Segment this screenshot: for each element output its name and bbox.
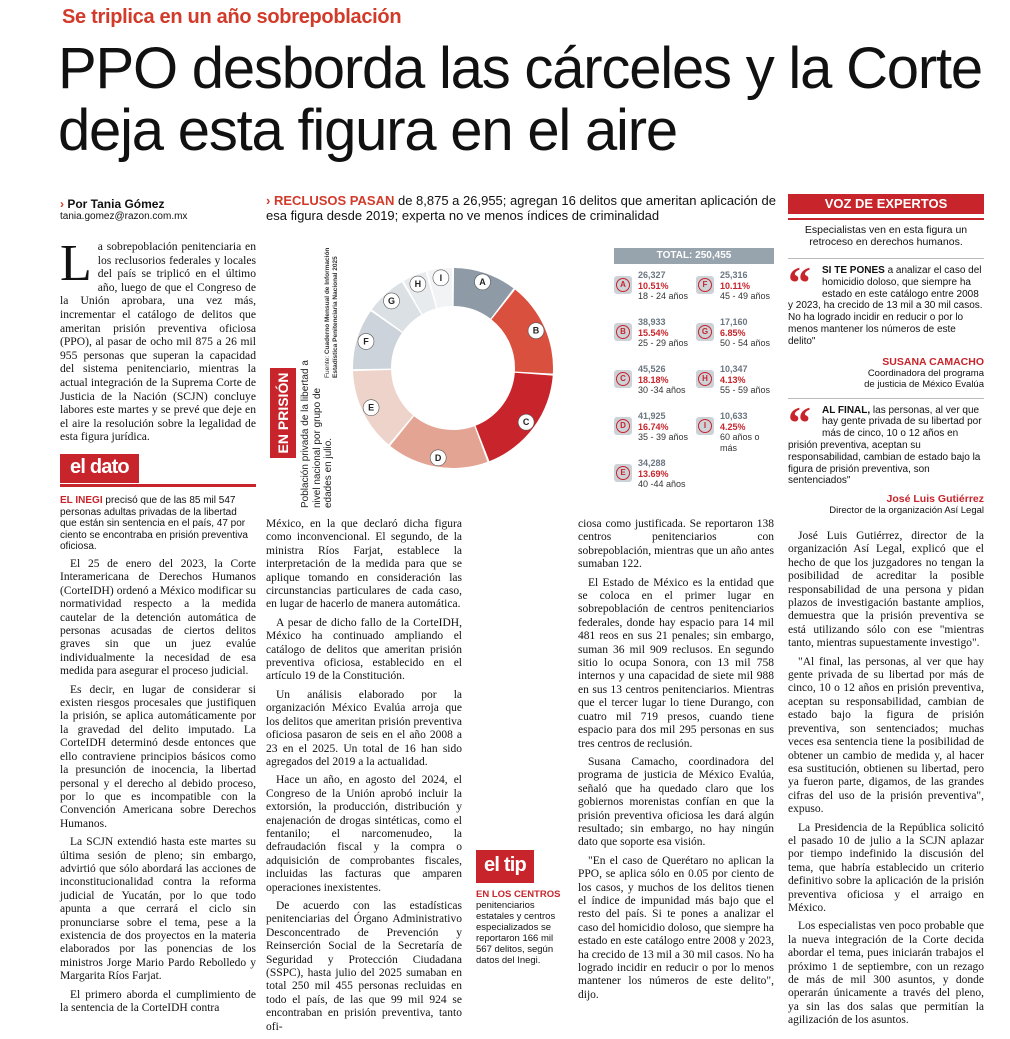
legend-percent: 6.85%	[720, 327, 746, 338]
col3-paragraph: ciosa como justificada. Se reportaron 138 centros penitenciarios con sobrepoblación, mientras que un año antes sumaban 122.	[578, 518, 774, 571]
author: Por Tania Gómez	[67, 197, 165, 211]
el-tip-body: penitenciarios estatales y centros especializados se reportaron 166 mil 567 delitos, según datos del Inegi.	[476, 900, 556, 966]
col1-paragraph: El 25 de enero del 2023, la Corte Interamericana de Derechos Humanos (CorteIDH) ordenó a México modificar su normatividad respecto a la medida cautelar de la detención automática de personas acusadas de ciertos delitos graves sin que un juez evalúe individualmente la necesidad de esa medida para asegurar el proceso judicial.	[60, 558, 256, 678]
expertos-tag: VOZ DE EXPERTOS	[788, 194, 984, 214]
quote-2-lead: AL FINAL,	[822, 404, 871, 416]
legend-age: 60 años o más	[720, 432, 760, 453]
quote-1-text	[788, 257, 984, 348]
col2-paragraph: Un análisis elaborado por la organización México Evalúa arroja que los delitos que ameritan prisión preventiva oficiosa pasaron de seis en el año 2008 a 23 en el 2025. Un total de 16 han sido agregados del 2019 a la actualidad.	[266, 688, 462, 768]
legend-item-h	[720, 364, 776, 396]
legend-percent: 10.11%	[720, 280, 751, 291]
donut-label-i: I	[439, 272, 443, 283]
quote-1-role: Coordinadora del programa de justicia de México Evalúa	[864, 367, 984, 390]
legend-age: 30 -34 años	[638, 385, 686, 395]
quote-1	[788, 258, 984, 390]
legend-letter: F	[698, 278, 712, 292]
col3-paragraph: Susana Camacho, coordinadora del programa de justicia de México Evalúa, señaló que ha quedado claro que los gobiernos morenistas confían en que la prisión preventiva oficiosa les dará algún resultado; sin embargo, no hay ningún dato que soporte esa visión.	[578, 755, 774, 849]
quote-2-role: Director de la organización Así Legal	[829, 505, 984, 517]
legend-count: 10,347	[720, 364, 748, 374]
legend-age: 35 - 39 años	[638, 432, 689, 442]
subhead	[266, 193, 776, 223]
quote-2-text	[788, 396, 984, 488]
legend-marker-a	[614, 276, 632, 294]
chart-title: EN PRISIÓN	[275, 372, 291, 454]
intro-text: a sobrepoblación penitenciaria en los reclusorios federales y locales del país se triplicó en el último año, luego de que el Congreso de la Unión aprobara, una vez más, incrementar el catálogo de delitos que ameritan prisión preventiva oficiosa (PPO), al pasar de ocho mil 875 a 26 mil 955 personas que superan la capacidad del sistema penitenciario, mientras la actual integración de la Suprema Corte de Justicia de la Nación (SCJN) concluye labores este martes y se prevé que deje en el aire la resolución sobre la legalidad de esta figura jurídica.	[60, 240, 256, 444]
legend-count: 34,288	[638, 458, 666, 468]
col4-paragraph: La Presidencia de la República solicitó el pasado 10 de julio a la SCJN aplazar por tiempo indefinido la discusión del tema, que habría establecido un criterio definitivo sobre la aplicación de la prisión preventiva oficiosa y el arraigo en México.	[788, 821, 984, 914]
quote-2-name: José Luis Gutiérrez	[886, 493, 984, 506]
donut-label-a: A	[479, 276, 486, 287]
legend-count: 10,633	[720, 411, 748, 421]
subhead-text: de 8,875 a 26,955; agregan 16 delitos que ameritan aplicación de esa figura desde 2019; experta no ve menos índices de criminalidad	[266, 193, 776, 223]
legend-marker-b	[614, 323, 632, 341]
chart-title-tag	[270, 368, 296, 458]
chart-source-wrap	[324, 238, 346, 378]
donut-label-h: H	[414, 279, 422, 290]
col2-paragraph: México, en la que declaró dicha figura como inconvencional. El segundo, de la ministra Ríos Farjat, establece la interpretación de la medida para que se aplique tomando en consideración las circunstancias particulares de cada caso, en lugar de hacerlo de manera automática.	[266, 518, 462, 611]
col4-paragraph: José Luis Gutiérrez, director de la organización Así Legal, explicó que el hecho de que los juzgadores no tengan la posibilidad de acreditar la posible responsabilidad de una persona y pidan plazos de investigación bastante amplios, demuestra que la prisión preventiva se está utilizando sólo con ese "mientras tanto, mientras supuestamente investigo".	[788, 530, 984, 650]
expertos-header	[788, 194, 984, 220]
donut-label-c: C	[522, 417, 530, 428]
el-dato-tag: el dato	[60, 454, 139, 483]
el-tip-tag: el tip	[476, 850, 534, 883]
legend-count: 25,316	[720, 270, 748, 280]
legend-marker-g	[696, 323, 714, 341]
quote-mark-icon: “	[788, 396, 811, 448]
column-2	[266, 518, 462, 1039]
legend-marker-d	[614, 417, 632, 435]
col1-paragraph: La SCJN extendió hasta este martes su última sesión de pleno; sin embargo, advirtió que sólo abordará las acciones de inconstitucionalidad contra la reforma judicial de Yucatán, por lo que todo apunta a que cerrará el ciclo sin pronunciarse sobre el tema, pese a la existencia de dos proyectos en la materia elaborados por las ponencias de los ministros Jorge Mario Pardo Rebolledo y Margarita Ríos Farjat.	[60, 836, 256, 983]
legend-letter: E	[616, 466, 630, 480]
byline	[60, 197, 164, 211]
donut-slice-c	[476, 373, 553, 461]
column-4	[788, 530, 984, 1033]
el-dato-text	[60, 495, 256, 553]
legend-percent: 18.18%	[638, 374, 669, 385]
donut-label-d: D	[434, 452, 442, 463]
quote-1-name: SUSANA CAMACHO	[882, 355, 984, 368]
legend-letter: A	[616, 278, 630, 292]
legend-marker-f	[696, 276, 714, 294]
donut-label-b: B	[532, 325, 540, 336]
legend-percent: 4.13%	[720, 374, 746, 385]
legend-percent: 4.25%	[720, 421, 746, 432]
legend-count: 26,327	[638, 270, 666, 280]
legend-marker-h	[696, 370, 714, 388]
el-tip-lead: EN LOS CENTROS	[476, 889, 561, 900]
legend-age: 55 - 59 años	[720, 385, 771, 395]
byline-arrow: ›	[60, 197, 64, 211]
legend-count: 41,925	[638, 411, 666, 421]
legend-percent: 16.74%	[638, 421, 669, 432]
col1-paragraph: Es decir, en lugar de considerar si existen riesgos procesales que justifiquen la prisión, se aplica automáticamente por la gravedad del delito imputado. La CorteIDH determinó desde entonces que ello contraviene principios básicos como la presunción de inocencia, la libertad personal y el derecho al debido proceso, por lo que es incompatible con la Convención Americana sobre Derechos Humanos.	[60, 683, 256, 830]
legend-percent: 13.69%	[638, 468, 669, 479]
intro-paragraph	[60, 235, 256, 444]
legend-count: 38,933	[638, 317, 666, 327]
legend-count: 17,160	[720, 317, 748, 327]
el-dato-body: precisó que de las 85 mil 547 personas adultas privadas de la libertad que están sin sentencia en el país, 47 por ciento se encontraba en prisión preventiva oficiosa.	[60, 495, 248, 553]
col2-paragraph: A pesar de dicho fallo de la CorteIDH, México ha continuado ampliando el catálogo de delitos que ameritan prisión preventiva oficiosa, establecido en el artículo 19 de la Constitución.	[266, 616, 462, 683]
column-1	[60, 558, 256, 1020]
quote-1-body: a analizar el caso del homicidio doloso, que siempre ha estado en este catálogo entre 2008 y 2023, ha crecido de 13 mil a 30 mil casos. No ha logrado incidir en reducir o por lo menos mantener los números de este delito"	[788, 265, 983, 347]
subhead-arrow: ›	[266, 193, 271, 208]
legend-percent: 15.54%	[638, 327, 669, 338]
legend-item-f	[720, 270, 776, 302]
legend-letter: G	[698, 325, 712, 339]
legend-item-e	[638, 458, 694, 490]
subhead-lead: RECLUSOS PASAN	[273, 193, 395, 208]
legend-item-a	[638, 270, 694, 302]
quote-1-lead: SI TE PONES	[822, 265, 885, 276]
donut-chart	[348, 256, 558, 486]
chart-total: TOTAL: 250,455	[614, 248, 774, 264]
donut-label-e: E	[368, 402, 375, 413]
el-dato-header	[60, 454, 256, 487]
legend-marker-e	[614, 464, 632, 482]
col4-paragraph: Los especialistas ven poco probable que la nueva integración de la Corte decida abordar el tema, pues iniciarán trabajos el próximo 1 de septiembre, con un rezago de más de mil 300 asuntos, y donde operarán únicamente a través del pleno, ya sin las dos salas que permitían la agilización de los asuntos.	[788, 920, 984, 1027]
legend-marker-i	[696, 417, 714, 435]
headline: PPO desborda las cárceles y la Corte deja esta figura en el aire	[58, 36, 982, 163]
column-3	[578, 518, 774, 1007]
legend-marker-c	[614, 370, 632, 388]
expertos-box	[788, 194, 984, 516]
col3-paragraph: "En el caso de Querétaro no aplican la PPO, se aplica sólo en 0.05 por ciento de los casos, y muchos de los delitos tienen el índice de impunidad más bajo que el resto del país. Si te pones a analizar el caso del homicidio doloso, que siempre ha estado en este catálogo entre 2008 y 2023, ha crecido de 13 mil a 30 mil casos. No ha logrado incidir en reducir o por lo menos mantener los números de este delito", dijo.	[578, 854, 774, 1001]
col2-paragraph: De acuerdo con las estadísticas penitenciarias del Órgano Administrativo Desconcentrado de Prevención y Reinserción Social de la Secretaría de Seguridad y Protección Ciudadana (SSPC), hasta julio del 2025 sumaban en total 250 mil 455 personas recluidas en todo el país, de las que 99 mil 924 se encontraban en prisión preventiva, tanto ofi-	[266, 899, 462, 1033]
legend-item-d	[638, 411, 694, 443]
chart-area	[266, 238, 776, 508]
quote-mark-icon: “	[788, 257, 811, 308]
col1-paragraph: El primero aborda el cumplimiento de la sentencia de la CorteIDH contra	[60, 988, 256, 1014]
kicker: Se triplica en un año sobrepoblación	[62, 6, 402, 28]
donut-label-f: F	[363, 336, 369, 347]
legend-letter: B	[616, 325, 630, 339]
legend-age: 50 - 54 años	[720, 338, 771, 348]
col3-paragraph: El Estado de México es la entidad que se coloca en el primer lugar en sobrepoblación de centros penitenciarios federales, donde hay espacio para 14 mil 481 reos en sus 21 penales; sin embargo, suman 36 mil 909 reclusos. En segundo sitio lo ocupa Sonora, con 13 mil 758 internos y una capacidad de siete mil 988 en sus 13 centros penitenciarios. Mientras que el tercer lugar lo tiene Durango, con cuatro mil 719 presos, cuando tiene espacio para dos mil 295 personas en sus tres centros de reclusión.	[578, 576, 774, 750]
chart-legend	[614, 270, 774, 505]
el-tip-text	[476, 889, 568, 966]
legend-percent: 10.51%	[638, 280, 669, 291]
quote-2	[788, 398, 984, 517]
col2-paragraph: Hace un año, en agosto del 2024, el Congreso de la Unión aprobó incluir la extorsión, la producción, distribución y enajenación de drogas sintéticas, como el fentanilo; el narcomenudeo, la defraudación fiscal y la compra o adquisición de comprobantes fiscales, incluidas las facturas que amparen operaciones inexistentes.	[266, 774, 462, 894]
author-email[interactable]: tania.gomez@razon.com.mx	[60, 211, 188, 222]
legend-letter: C	[616, 372, 630, 386]
el-dato-box	[60, 454, 256, 553]
expertos-intro: Especialistas ven en esta figura un retroceso en derechos humanos.	[804, 224, 968, 248]
legend-item-b	[638, 317, 694, 349]
legend-letter: I	[698, 419, 712, 433]
el-tip-box	[476, 850, 568, 966]
legend-age: 25 - 29 años	[638, 338, 689, 348]
chart-source	[324, 238, 340, 378]
legend-item-c	[638, 364, 694, 396]
legend-item-g	[720, 317, 776, 349]
dropcap: L	[60, 235, 92, 292]
el-dato-lead: EL INEGI	[60, 495, 103, 506]
col4-paragraph: "Al final, las personas, al ver que hay gente privada de su libertad por más de cinco, 10 o 12 años en prisión preventiva, aceptan su responsabilidad, cambian de estado bajo la figura de prisión preventiva, son sentenciados; muchas veces esa sentencia tiene la posibilidad de obtener un cambio de medida y, al hacer esa sustitución, obtienen su libertad, pero ya fueron parte, digamos, de las grandes cifras del uso de la prisión preventiva", expuso.	[788, 655, 984, 816]
chart-source-label: Fuente:	[324, 355, 331, 378]
legend-age: 18 - 24 años	[638, 291, 689, 301]
legend-letter: H	[698, 372, 712, 386]
legend-age: 45 - 49 años	[720, 291, 771, 301]
legend-item-i	[720, 411, 776, 453]
legend-count: 45,526	[638, 364, 666, 374]
chart-subtitle: Población privada de la libertad a nivel nacional por grupo de edades en julio.	[300, 360, 334, 508]
chart-source-text: Cuaderno Mensual de Información Estadística Penitenciaria Nacional 2025	[324, 247, 339, 378]
legend-letter: D	[616, 419, 630, 433]
legend-age: 40 -44 años	[638, 479, 686, 489]
quote-2-body: las personas, al ver que hay gente privada de su libertad por más de cinco, 10 o 12 años en prisión preventiva, aceptan su responsabilidad, cambian de estado bajo la figura de prisión preventiva, son sentenciados"	[788, 404, 982, 487]
donut-label-g: G	[388, 295, 396, 306]
